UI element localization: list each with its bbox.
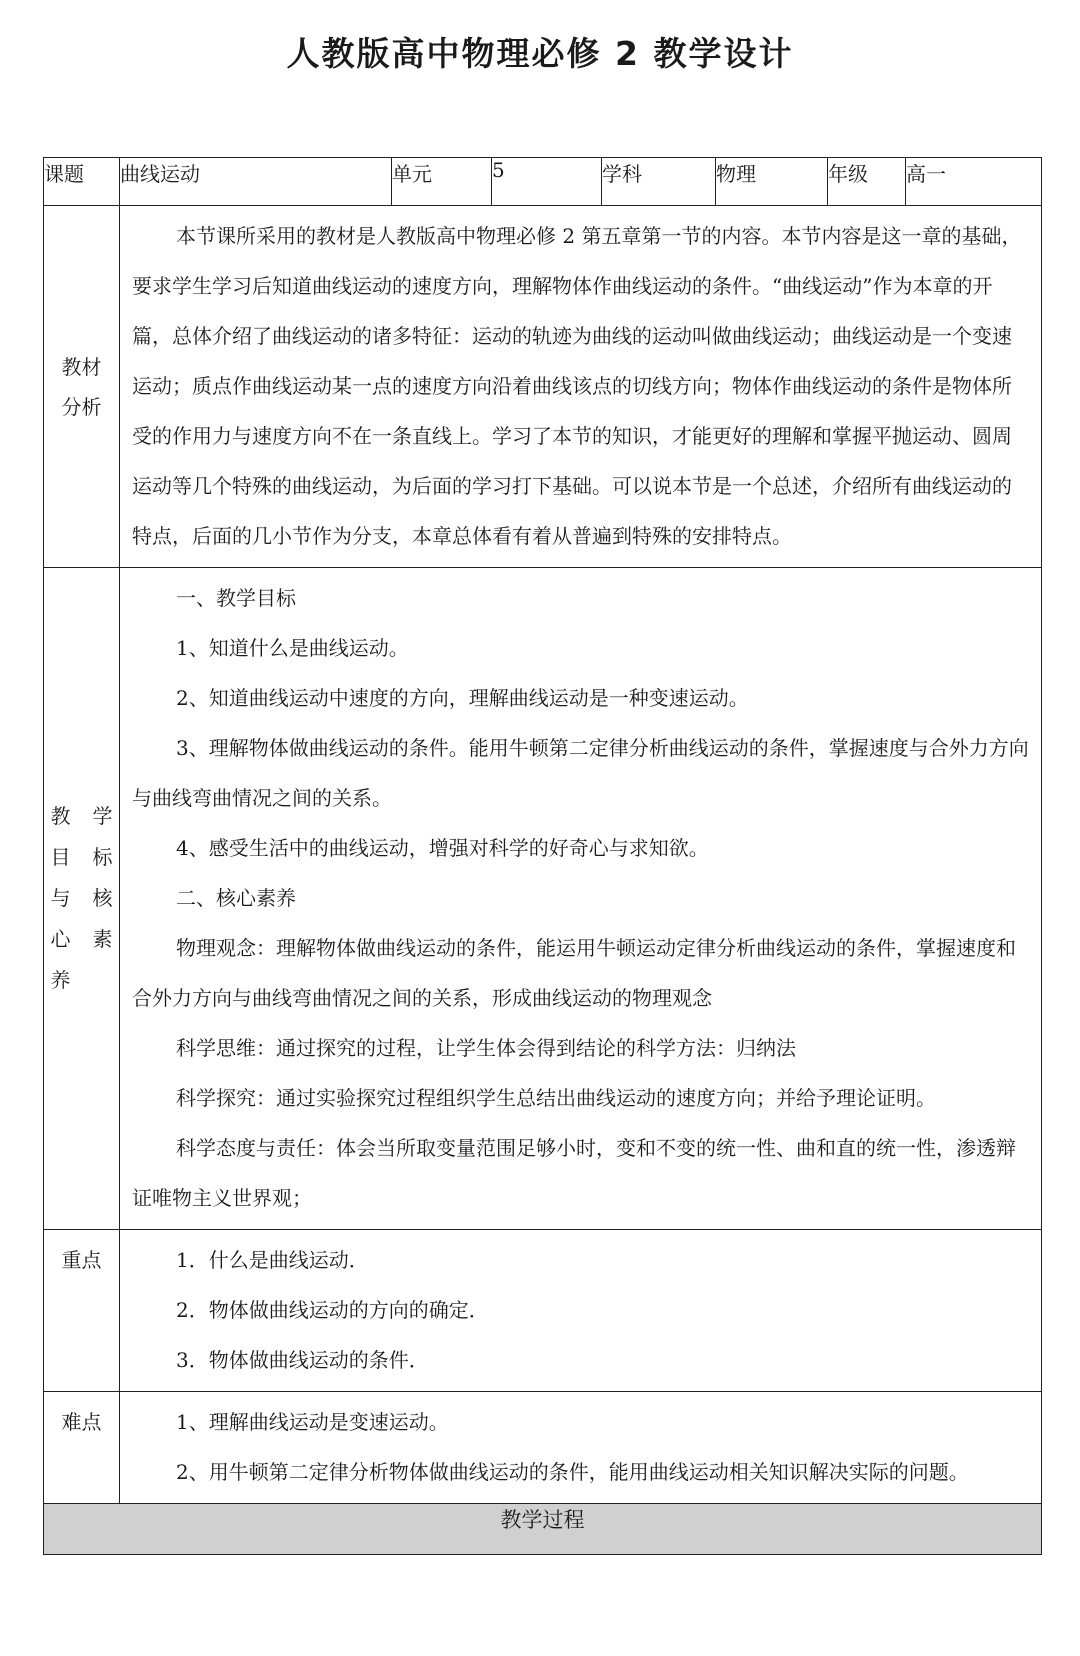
goal-item: 4、感受生活中的曲线运动，增强对科学的好奇心与求知欲。 [176, 836, 709, 860]
analysis-row [44, 206, 1042, 568]
goal-item: 3、理解物体做曲线运动的条件。能用牛顿第二定律分析曲线运动的条件，掌握速度与合外力方向与曲线弯曲情况之间的关系。 [132, 736, 1029, 810]
analysis-label-line1: 教材 [61, 354, 102, 379]
goal-item: 2、知道曲线运动中速度的方向，理解曲线运动是一种变速运动。 [176, 686, 749, 710]
difficulty-item: 1、理解曲线运动是变速运动。 [176, 1410, 449, 1434]
goals-label-char: 目 [50, 845, 71, 869]
unit-value: 5 [492, 158, 602, 206]
subject-value: 物理 [716, 158, 828, 206]
process-row [44, 1504, 1042, 1555]
goals-label-char: 标 [92, 845, 113, 869]
literacy-item: 科学态度与责任：体会当所取变量范围足够小时，变和不变的统一性、曲和直的统一性，渗透辩证唯物主义世界观； [132, 1136, 1016, 1210]
grade-label: 年级 [828, 158, 906, 206]
analysis-label [44, 206, 120, 568]
goal-item: 1、知道什么是曲线运动。 [176, 636, 409, 660]
goals-row [44, 568, 1042, 1230]
goals-label [44, 568, 120, 1230]
analysis-content [120, 206, 1042, 568]
analysis-label-line2: 分析 [61, 394, 102, 419]
key-point-item: 3．物体做曲线运动的条件． [176, 1348, 429, 1372]
difficulties-label: 难点 [44, 1392, 120, 1504]
key-points-label: 重点 [44, 1230, 120, 1392]
literacy-item: 科学探究：通过实验探究过程组织学生总结出曲线运动的速度方向；并给予理论证明。 [176, 1086, 936, 1110]
difficulties-content [120, 1392, 1042, 1504]
page-title: 人教版高中物理必修 2 教学设计 [286, 34, 794, 73]
lesson-plan-table [43, 157, 1042, 1555]
analysis-text: 本节课所采用的教材是人教版高中物理必修 2 第五章第一节的内容。本节内容是这一章的基础，要求学生学习后知道曲线运动的速度方向，理解物体作曲线运动的条件。“曲线运动”作为本章的开篇，总体介绍了曲线运动的诸多特征：运动的轨迹为曲线的运动叫做曲线运动；曲线运动是一个变速运动；质点作曲线运动某一点的速度方向沿着曲线该点的切线方向；物体作曲线运动的条件是物体所受的作用力与速度方向不在一条直线上。学习了本节的知识，才能更好的理解和掌握平抛运动、圆周运动等几个特殊的曲线运动，为后面的学习打下基础。可以说本节是一个总述，介绍所有曲线运动的特点，后面的几小节作为分支，本章总体看有着从普遍到特殊的安排特点。 [132, 224, 1022, 548]
goals-label-char: 心 [50, 927, 71, 951]
key-point-item: 2．物体做曲线运动的方向的确定． [176, 1298, 489, 1322]
key-points-row [44, 1230, 1042, 1392]
goals-heading: 一、教学目标 [176, 586, 296, 610]
unit-label: 单元 [392, 158, 492, 206]
goals-label-char: 教 [50, 804, 71, 828]
goals-label-grid [45, 796, 119, 1001]
process-label: 教学过程 [44, 1504, 1042, 1555]
difficulties-row [44, 1392, 1042, 1504]
goals-label-char: 养 [50, 968, 71, 992]
header-row [44, 158, 1042, 206]
goals-label-char: 核 [92, 886, 113, 910]
topic-label: 课题 [44, 158, 120, 206]
goals-content [120, 568, 1042, 1230]
literacy-item: 科学思维：通过探究的过程，让学生体会得到结论的科学方法：归纳法 [176, 1036, 796, 1060]
subject-label: 学科 [602, 158, 716, 206]
goals-label-char: 学 [92, 804, 113, 828]
difficulty-item: 2、用牛顿第二定律分析物体做曲线运动的条件，能用曲线运动相关知识解决实际的问题。 [176, 1460, 969, 1484]
literacy-heading: 二、核心素养 [176, 886, 296, 910]
key-points-content [120, 1230, 1042, 1392]
goals-label-char: 素 [92, 927, 113, 951]
topic-value: 曲线运动 [120, 158, 392, 206]
goals-label-char: 与 [50, 886, 71, 910]
grade-value: 高一 [906, 158, 1042, 206]
literacy-item: 物理观念：理解物体做曲线运动的条件，能运用牛顿运动定律分析曲线运动的条件，掌握速度和合外力方向与曲线弯曲情况之间的关系，形成曲线运动的物理观念 [132, 936, 1016, 1010]
key-point-item: 1．什么是曲线运动． [176, 1248, 369, 1272]
